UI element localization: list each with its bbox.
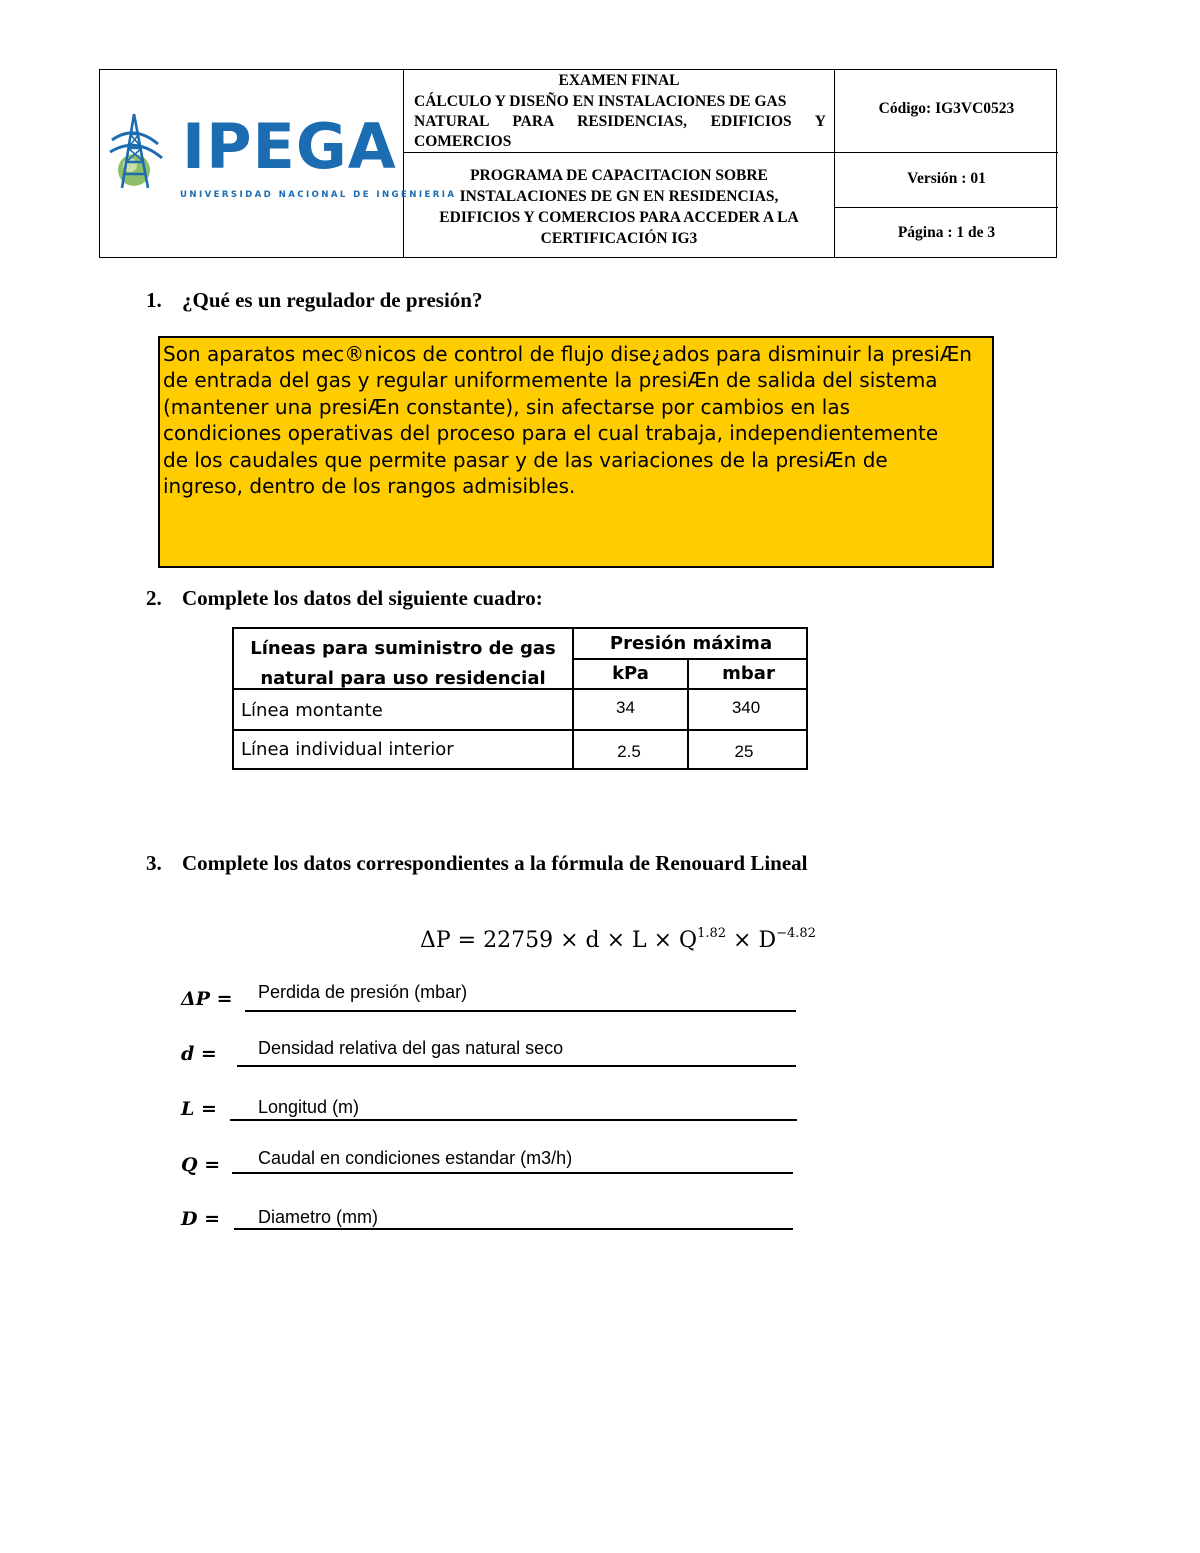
table-row-label: Línea montante [241, 700, 383, 721]
variable-symbol: Q [181, 1154, 198, 1176]
ipega-logo [108, 110, 457, 210]
question-text: Complete los datos del siguiente cuadro: [182, 586, 543, 610]
answer-field-diameter[interactable]: Diametro (mm) [258, 1207, 378, 1227]
answer-line: ingreso, dentro de los rangos admisibles. [163, 474, 576, 499]
question-number: 2. [146, 586, 162, 610]
variable-label [181, 1208, 220, 1230]
answer-underline [234, 1228, 793, 1230]
answer-underline [245, 1010, 796, 1012]
table-group-header: Presión máxima [609, 633, 773, 654]
table-gridline [572, 658, 808, 660]
header-divider [835, 207, 1058, 208]
logo-subtitle: UNIVERSIDAD NACIONAL DE INGENIERIA [180, 190, 457, 200]
answer-underline [237, 1065, 796, 1067]
table-unit-mbar: mbar [722, 663, 775, 684]
document-version: Versión : 01 [907, 170, 986, 187]
formula-main: ΔP = 22759 × d × L × Q [420, 928, 698, 953]
exam-title: EXAMEN FINAL [558, 72, 680, 89]
variable-label [181, 1098, 217, 1120]
variable-symbol: L [181, 1098, 195, 1120]
answer-line: condiciones operativas del proceso para el cual trabaja, independientemente [163, 421, 939, 446]
answer-underline [232, 1172, 793, 1174]
pressure-table [232, 627, 808, 770]
answer-line: de los caudales que permite pasar y de las variaciones de la presiÆn de [163, 447, 888, 472]
formula-exponent-q: 1.82 [697, 926, 727, 941]
question-3 [146, 851, 808, 876]
gas-tower-icon [108, 110, 178, 190]
question-2 [146, 586, 543, 611]
table-gridline [234, 729, 806, 731]
equals-sign: = [200, 1098, 217, 1120]
variable-label [181, 988, 233, 1010]
equals-sign: = [216, 988, 233, 1010]
question-text: ¿Qué es un regulador de presión? [182, 288, 483, 312]
table-cell-kpa[interactable]: 2.5 [617, 742, 641, 761]
program-title-line: CERTIFICACIÓN IG3 [540, 230, 698, 247]
table-header-lines [234, 634, 572, 694]
header-table [99, 69, 1057, 258]
program-title-line: EDIFICIOS Y COMERCIOS PARA ACCEDER A LA [439, 209, 799, 226]
answer-box-q1[interactable] [158, 336, 994, 568]
header-line: Líneas para suministro de gas [250, 638, 556, 659]
variable-label [181, 1043, 217, 1065]
answer-line: Son aparatos mec®nicos de control de flujo dise¿ados para disminuir la presiÆn [163, 342, 972, 366]
equals-sign: = [204, 1208, 221, 1230]
table-unit-kpa: kPa [612, 663, 649, 684]
table-cell-mbar[interactable]: 340 [731, 698, 761, 717]
table-row-label: Línea individual interior [241, 739, 454, 760]
header-divider [404, 152, 1058, 153]
logo-wordmark: IPEGA [182, 110, 397, 183]
question-text: Complete los datos correspondientes a la fórmula de Renouard Lineal [182, 851, 808, 875]
formula-exponent-d: −4.82 [776, 926, 816, 941]
course-title-line: CÁLCULO Y DISEÑO EN INSTALACIONES DE GAS [414, 93, 787, 110]
answer-line: de entrada del gas y regular uniformemente la presiÆn de salida del sistema [163, 368, 938, 393]
answer-underline [230, 1119, 797, 1121]
document-code: Código: IG3VC0523 [878, 100, 1015, 117]
question-number: 1. [146, 288, 162, 312]
answer-field-q[interactable]: Caudal en condiciones estandar (m3/h) [258, 1148, 573, 1168]
variable-symbol: D [181, 1208, 198, 1230]
variable-symbol: d [181, 1043, 195, 1065]
table-cell-kpa[interactable]: 34 [616, 698, 635, 717]
course-title-line: COMERCIOS [414, 133, 512, 150]
answer-line: (mantener una presiÆn constante), sin afectarse por cambios en las [163, 394, 851, 419]
variable-symbol: ΔP [181, 988, 211, 1010]
table-cell-mbar[interactable]: 25 [734, 742, 754, 761]
formula-tail: × D [726, 928, 777, 953]
header-line: natural para uso residencial [260, 668, 546, 689]
equals-sign: = [200, 1043, 217, 1065]
course-title [414, 92, 826, 152]
course-title-line: NATURAL PARA RESIDENCIAS, EDIFICIOS Y [414, 113, 826, 130]
program-title-line: PROGRAMA DE CAPACITACION SOBRE [470, 167, 768, 184]
answer-field-delta-p[interactable]: Perdida de presión (mbar) [258, 982, 468, 1002]
equals-sign: = [204, 1154, 221, 1176]
question-1 [146, 288, 482, 313]
renouard-formula [420, 926, 816, 953]
page-number: Página : 1 de 3 [897, 224, 996, 241]
question-number: 3. [146, 851, 162, 875]
answer-field-d[interactable]: Densidad relativa del gas natural seco [258, 1038, 564, 1058]
program-title [404, 165, 834, 249]
variable-label [181, 1154, 220, 1176]
program-title-line: INSTALACIONES DE GN EN RESIDENCIAS, [459, 188, 779, 205]
answer-field-l[interactable]: Longitud (m) [258, 1097, 360, 1117]
